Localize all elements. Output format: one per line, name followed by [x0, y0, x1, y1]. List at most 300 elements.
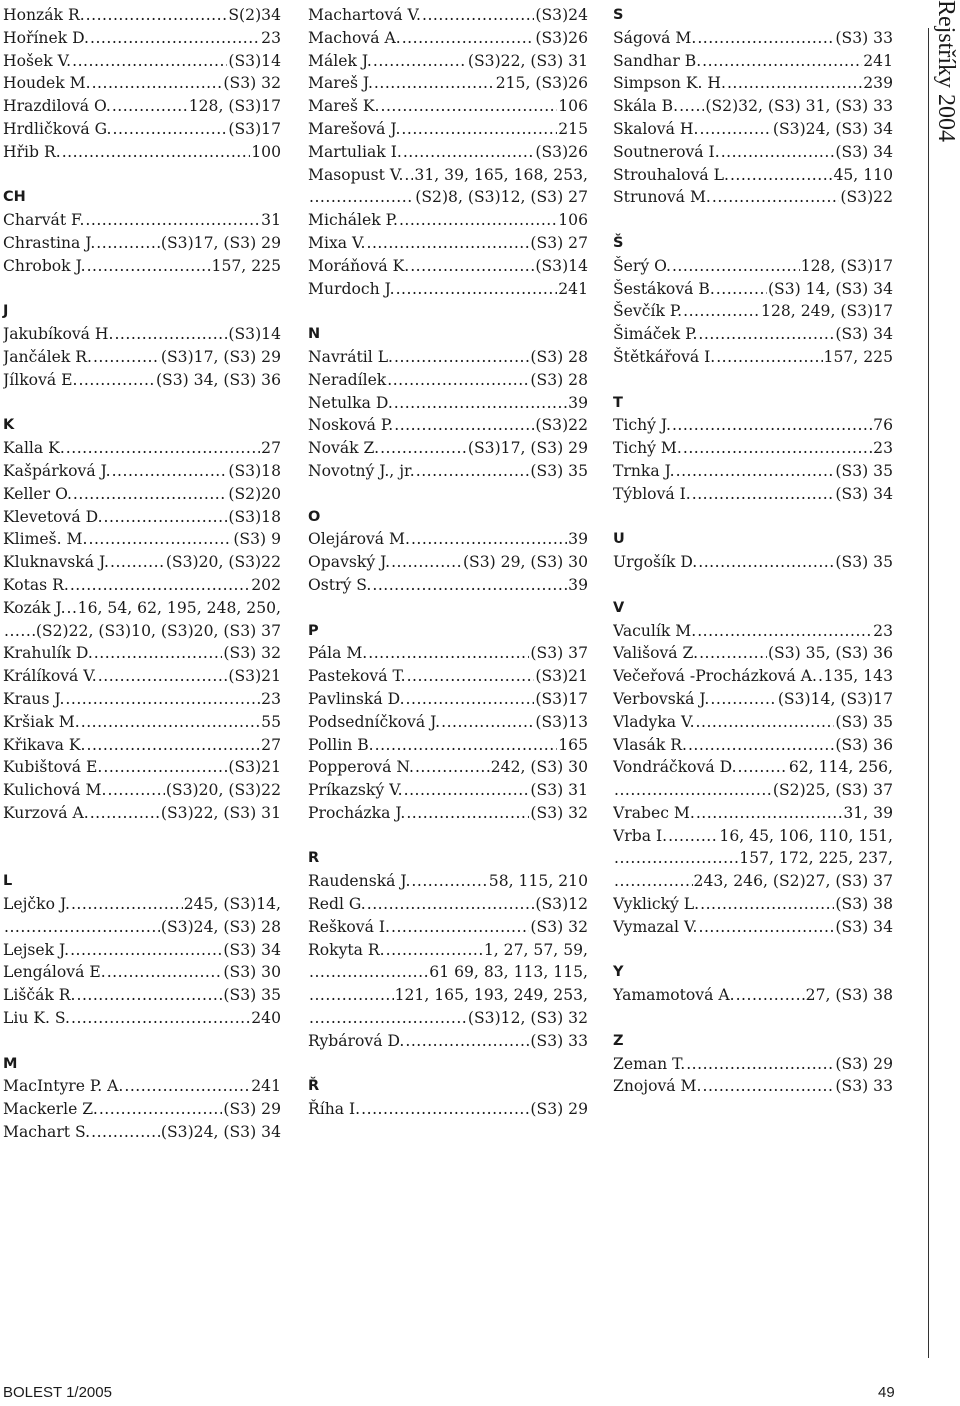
dot-leader [309, 984, 394, 1007]
spacer [308, 825, 588, 848]
dot-leader [309, 961, 428, 984]
index-entry [308, 27, 588, 50]
index-entry [3, 734, 281, 757]
entry-author: Mixa V. [308, 233, 366, 252]
dot-leader [391, 551, 462, 574]
index-entry [308, 346, 588, 369]
entry-author: Vrabec M. [613, 803, 695, 822]
margin-rule [928, 28, 929, 1358]
dot-leader [361, 1098, 529, 1121]
entry-author: Moráňová K. [308, 256, 410, 275]
entry-author: Pála M. [308, 644, 368, 663]
spacer [3, 392, 281, 415]
dot-leader [87, 734, 261, 757]
entry-author: Hrdličková G. [3, 119, 112, 138]
index-entry [3, 1121, 281, 1144]
index-entry [308, 369, 588, 392]
index-entry [3, 72, 281, 95]
dot-leader [107, 779, 164, 802]
index-entry [308, 779, 588, 802]
index-entry [613, 323, 893, 346]
entry-pages: 157, 225 [211, 256, 281, 275]
index-entry [308, 551, 588, 574]
entry-author: Tichý M. [613, 439, 682, 458]
index-entry [3, 255, 281, 278]
index-entry [308, 209, 588, 232]
entry-pages: (S3)13 [535, 712, 588, 731]
entry-author: Olejárová M. [308, 530, 410, 549]
entry-author: Neradílek [308, 370, 387, 389]
spacer [3, 1030, 281, 1053]
entry-author: Raudenská J. [308, 872, 411, 891]
index-entry [3, 50, 281, 73]
entry-pages: (S3) 9 [233, 530, 281, 549]
dot-leader [367, 232, 530, 255]
entry-pages: 243, 246, (S2)27, (S3) 37 [693, 872, 893, 891]
index-entry [613, 346, 893, 369]
entry-pages: (S3) 32 [530, 803, 588, 822]
dot-leader [309, 186, 414, 209]
entry-author: Trnka J. [613, 461, 675, 480]
index-entry [3, 1007, 281, 1030]
dot-leader [67, 597, 77, 620]
entry-author: Skála B. [613, 97, 679, 116]
index-entry [3, 323, 281, 346]
entry-author: Yamamotová A. [613, 986, 735, 1005]
entry-pages: 202 [251, 575, 281, 594]
entry-author: Pasteková T. [308, 667, 406, 686]
index-entry [3, 939, 281, 962]
entry-author: Jakubíková H. [3, 325, 114, 344]
dot-leader [699, 118, 771, 141]
entry-author: Rybárová D. [308, 1031, 405, 1050]
entry-author: Nosková P. [308, 416, 394, 435]
dot-leader [698, 551, 834, 574]
entry-author: Machart S. [3, 1123, 91, 1142]
dot-leader [396, 278, 558, 301]
entry-author: Pollin B. [308, 735, 374, 754]
index-entry [613, 27, 893, 50]
entry-pages: (S2)32, (S3) 31, (S3) 33 [705, 97, 893, 116]
dot-leader [66, 437, 260, 460]
dot-leader [736, 984, 805, 1007]
entry-pages: 45, 110 [833, 165, 893, 184]
dot-leader [683, 437, 872, 460]
index-entry [613, 95, 893, 118]
entry-pages: (S2)22, (S3)10, (S3)20, (S3) 37 [35, 621, 281, 640]
entry-author: Ságová M. [613, 28, 697, 47]
index-entry [613, 734, 893, 757]
entry-pages: 100 [251, 142, 281, 161]
index-entry [613, 1075, 893, 1098]
entry-author: Kulichová M. [3, 781, 107, 800]
spacer [613, 209, 893, 232]
index-entry [613, 984, 893, 1007]
entry-author: Večeřová -Procházková A. [613, 667, 817, 686]
entry-author: Simpson K. H. [613, 74, 726, 93]
entry-author: Rokyta R. [308, 940, 385, 959]
index-entry [3, 27, 281, 50]
dot-leader [415, 756, 490, 779]
spacer [613, 574, 893, 597]
index-entry [3, 597, 281, 620]
letter-heading: U [613, 531, 625, 548]
entry-author: Vymazal V. [613, 917, 698, 936]
dot-leader [697, 620, 872, 643]
entry-author: Príkazský V. [308, 781, 403, 800]
index-entry [613, 825, 893, 848]
dot-leader [402, 27, 535, 50]
entry-author: Strunová M. [613, 188, 711, 207]
entry-pages: 23 [873, 621, 893, 640]
entry-author: Znojová M. [613, 1077, 702, 1096]
entry-author: Novotný J., jr. [308, 461, 415, 480]
index-entry [308, 4, 588, 27]
entry-author: Lejčko J. [3, 895, 70, 914]
entry-author: Vaculík M. [613, 621, 697, 640]
index-entry [308, 870, 588, 893]
entry-author: Kotas R. [3, 575, 69, 594]
entry-pages: 58, 115, 210 [488, 872, 588, 891]
entry-pages: (S3)14 [535, 256, 588, 275]
dot-leader [90, 27, 260, 50]
entry-author: Kluknavská J. [3, 553, 109, 572]
dot-leader [403, 141, 535, 164]
dot-leader [70, 574, 250, 597]
index-entry [308, 574, 588, 597]
entry-author: Štětkářová I. [613, 347, 716, 366]
index-entry [3, 483, 281, 506]
index-column-1 [3, 4, 281, 1144]
entry-pages: 239 [863, 74, 893, 93]
entry-pages: 62, 114, 256, [788, 758, 893, 777]
spacer [308, 483, 588, 506]
letter-heading: O [308, 508, 321, 525]
entry-author: Charvát F. [3, 211, 85, 230]
entry-author: MacIntyre P. A. [3, 1077, 124, 1096]
entry-pages: (S3) 27 [530, 233, 588, 252]
index-entry [308, 984, 588, 1007]
index-entry [613, 1053, 893, 1076]
index-entry [3, 209, 281, 232]
dot-leader [70, 939, 222, 962]
dot-leader [441, 711, 534, 734]
entry-pages: 128, (S3)17 [188, 97, 281, 116]
entry-author: Šimáček P. [613, 325, 698, 344]
entry-author: Vrba I. [613, 826, 668, 845]
entry-pages: 61 69, 83, 113, 115, [429, 963, 588, 982]
entry-author: Hrazdilová O. [3, 97, 111, 116]
entry-pages: 23 [873, 439, 893, 458]
entry-pages: (S3)22 [535, 416, 588, 435]
entry-pages: 106 [558, 97, 588, 116]
dot-leader [86, 4, 228, 27]
dot-leader [91, 1121, 160, 1144]
index-entry [613, 688, 893, 711]
entry-pages: (S2)8, (S3)12, (S3) 27 [415, 188, 588, 207]
entry-author: Klevetová D. [3, 507, 103, 526]
entry-author: Opavský J. [308, 553, 391, 572]
dot-leader [99, 1098, 223, 1121]
index-entry [308, 460, 588, 483]
entry-pages: (S3) 34 [835, 325, 893, 344]
entry-pages: 128, (S3)17 [800, 256, 893, 275]
entry-pages: 76 [873, 416, 893, 435]
entry-pages: (S3) 34, (S3) 36 [155, 370, 281, 389]
dot-leader [698, 323, 834, 346]
entry-pages: 16, 54, 62, 195, 248, 250, [77, 598, 281, 617]
dot-leader [411, 870, 487, 893]
dot-leader [721, 141, 835, 164]
entry-author: Procházka J. [308, 803, 406, 822]
dot-leader [104, 506, 228, 529]
dot-leader [710, 688, 776, 711]
dot-leader [113, 118, 228, 141]
dot-leader [727, 72, 862, 95]
index-entry [613, 164, 893, 187]
entry-author: Netulka D. [308, 393, 393, 412]
entry-pages: (S3) 33 [530, 1031, 588, 1050]
entry-author: Strouhalová L. [613, 165, 729, 184]
entry-author: Hřib R. [3, 142, 61, 161]
dot-leader [730, 164, 833, 187]
dot-leader [679, 95, 704, 118]
dot-leader [394, 346, 529, 369]
entry-author: Michálek P. [308, 211, 398, 230]
index-entry [613, 118, 893, 141]
dot-leader [76, 984, 222, 1007]
index-entry [308, 939, 588, 962]
entry-author: Vondráčková D. [613, 758, 737, 777]
index-entry [3, 916, 281, 939]
index-entry [3, 369, 281, 392]
dot-leader [4, 916, 160, 939]
entry-pages: (S3) 31 [530, 781, 588, 800]
entry-author: Verbovská J. [613, 689, 710, 708]
dot-leader [98, 665, 228, 688]
entry-pages: (S3)24 [535, 6, 588, 24]
dot-leader [374, 72, 495, 95]
index-entry [3, 802, 281, 825]
entry-author: Kozák J. [3, 598, 66, 617]
entry-pages: 55 [261, 712, 281, 731]
dot-leader [696, 802, 843, 825]
dot-leader [380, 437, 467, 460]
index-entry [613, 665, 893, 688]
dot-leader [696, 711, 835, 734]
entry-pages: (S3) 34 [835, 484, 893, 503]
spacer [3, 825, 281, 848]
spacer [613, 1007, 893, 1030]
dot-leader [72, 50, 227, 73]
dot-leader [686, 1053, 834, 1076]
index-entry [308, 688, 588, 711]
entry-pages: (S3)21 [535, 667, 588, 686]
index-entry [3, 232, 281, 255]
index-entry [3, 642, 281, 665]
entry-pages: (S3)17, (S3) 29 [160, 233, 281, 252]
dot-leader [387, 369, 529, 392]
entry-pages: (S3) 34 [835, 142, 893, 161]
entry-pages: (S3) 37 [530, 644, 588, 663]
entry-author: Marešová J. [308, 119, 401, 138]
index-entry [308, 164, 588, 187]
entry-pages: (S3)12 [535, 895, 588, 914]
entry-author: Jančálek R. [3, 347, 92, 366]
spacer [613, 369, 893, 392]
entry-pages: (S3)22, (S3) 31 [467, 51, 588, 70]
entry-pages: 106 [558, 211, 588, 230]
entry-author: Ševčík P. [613, 302, 683, 321]
letter-heading: Š [613, 234, 624, 251]
entry-author: Kalla K. [3, 439, 65, 458]
entry-author: Hošek V. [3, 51, 72, 70]
dot-leader [372, 574, 567, 597]
entry-pages: (S3) 32 [223, 644, 281, 663]
index-entry [613, 711, 893, 734]
footer-page-number: 49 [878, 1384, 895, 1401]
letter-heading: K [3, 417, 15, 434]
entry-pages: (S3) 14, (S3) 34 [767, 279, 893, 298]
dot-leader [71, 1007, 250, 1030]
dot-leader [712, 186, 840, 209]
index-entry [308, 802, 588, 825]
entry-pages: (S3)22, (S3) 31 [160, 803, 281, 822]
entry-pages: 245, (S3)14, [183, 895, 281, 914]
index-entry [3, 1098, 281, 1121]
entry-pages: 23 [261, 28, 281, 47]
entry-pages: 165 [558, 735, 588, 754]
entry-author: Murdoch J. [308, 279, 395, 298]
dot-leader [391, 916, 529, 939]
index-entry [3, 984, 281, 1007]
dot-leader [692, 483, 835, 506]
letter-heading: Y [613, 964, 624, 981]
index-entry [3, 141, 281, 164]
entry-author: Houdek M. [3, 74, 91, 93]
dot-leader [672, 255, 800, 278]
index-entry [613, 278, 893, 301]
index-entry [3, 437, 281, 460]
dot-leader [71, 893, 183, 916]
entry-pages: 128, 249, (S3)17 [761, 302, 893, 321]
dot-leader [94, 642, 223, 665]
index-entry [308, 916, 588, 939]
entry-pages: (S3)21 [228, 667, 281, 686]
dot-leader [85, 209, 260, 232]
dot-leader [78, 369, 154, 392]
entry-author: Klimeš. M. [3, 530, 88, 549]
entry-pages: (S3) 35 [835, 461, 893, 480]
index-entry [613, 72, 893, 95]
dot-leader [697, 27, 834, 50]
index-entry [308, 1007, 588, 1030]
index-entry [308, 186, 588, 209]
entry-author: Vladyka V. [613, 712, 695, 731]
letter-heading: P [308, 622, 319, 639]
entry-author: Lejsek J. [3, 940, 70, 959]
entry-author: Jílková E. [3, 370, 78, 389]
entry-pages: 241 [558, 279, 588, 298]
dot-leader [381, 95, 558, 118]
spacer [3, 847, 281, 870]
index-entry [3, 118, 281, 141]
index-entry [613, 893, 893, 916]
entry-author: Chrobok J. [3, 256, 86, 275]
dot-leader [112, 460, 228, 483]
dot-leader [698, 916, 834, 939]
entry-pages: 16, 45, 106, 110, 151, [719, 826, 893, 845]
entry-pages: (S3) 29 [835, 1054, 893, 1073]
entry-pages: (S3)14, (S3)17 [777, 689, 893, 708]
index-entry [613, 483, 893, 506]
entry-author: Novák Z. [308, 439, 380, 458]
dot-leader [375, 734, 558, 757]
dot-leader [668, 825, 718, 848]
dot-leader [92, 72, 223, 95]
entry-author: Málek J. [308, 51, 372, 70]
index-entry [308, 711, 588, 734]
entry-pages: (S3)20, (S3)22 [165, 781, 281, 800]
index-entry [3, 893, 281, 916]
entry-pages: 23 [261, 689, 281, 708]
dot-leader [90, 802, 160, 825]
index-entry [3, 711, 281, 734]
dot-leader [309, 1007, 467, 1030]
letter-heading: N [308, 326, 321, 343]
entry-author: Říha I. [308, 1100, 361, 1119]
entry-pages: (S3) 35 [530, 461, 588, 480]
index-entry [613, 756, 893, 779]
dot-leader [386, 939, 483, 962]
dot-leader [716, 346, 822, 369]
entry-author: Hořínek D. [3, 28, 90, 47]
index-entry [308, 756, 588, 779]
entry-pages: (S3)14 [228, 325, 281, 344]
entry-pages: (S3) 35, (S3) 36 [767, 644, 893, 663]
dot-leader [699, 642, 767, 665]
index-entry [308, 95, 588, 118]
letter-heading: Z [613, 1032, 624, 1049]
dot-leader [818, 665, 823, 688]
spacer [308, 597, 588, 620]
section-title: Rejstříky 2004 [933, 0, 959, 142]
entry-author: Liu K. S. [3, 1009, 70, 1028]
index-entry [613, 847, 893, 870]
letter-heading: CH [3, 189, 26, 206]
entry-author: Kubištová E. [3, 758, 103, 777]
dot-leader [110, 551, 165, 574]
index-entry [308, 232, 588, 255]
entry-pages: (S3)17 [535, 689, 588, 708]
entry-author: Navrátil L. [308, 347, 394, 366]
entry-author: Mackerle Z. [3, 1100, 98, 1119]
entry-author: Honzák R. [3, 6, 85, 24]
entry-pages: (S3) 29 [530, 1100, 588, 1119]
entry-author: Šerý O. [613, 256, 671, 275]
index-entry [3, 95, 281, 118]
dot-leader [700, 893, 834, 916]
entry-pages: (S3) 35 [835, 553, 893, 572]
entry-author: Vyklický L. [613, 895, 700, 914]
index-entry [308, 528, 588, 551]
entry-pages: 31 [261, 211, 281, 230]
dot-leader [410, 255, 534, 278]
dot-leader [702, 50, 862, 73]
entry-pages: 31, 39 [843, 803, 893, 822]
entry-pages: 39 [568, 530, 588, 549]
dot-leader [4, 620, 35, 643]
